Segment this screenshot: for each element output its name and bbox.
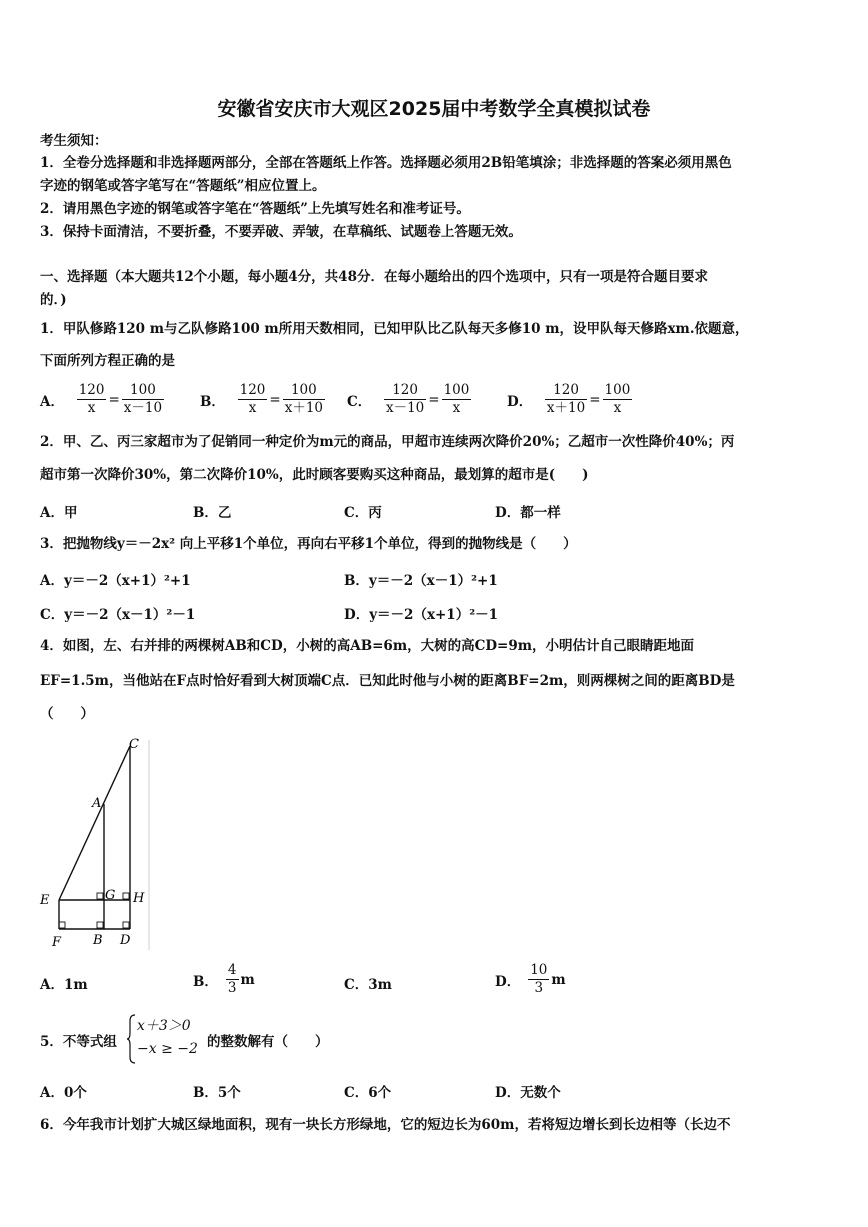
numerator: 120 bbox=[239, 382, 266, 398]
option-label: A． bbox=[40, 393, 64, 410]
right-angle-mark bbox=[97, 922, 103, 928]
denominator: x bbox=[613, 400, 622, 416]
numerator: 100 bbox=[122, 382, 164, 400]
sight-line bbox=[59, 746, 130, 900]
equals-sign: = bbox=[108, 391, 120, 408]
label-e: E bbox=[40, 893, 50, 908]
label-b: B bbox=[93, 933, 103, 948]
denominator: 3 bbox=[534, 980, 544, 996]
q4-trees-figure bbox=[36, 732, 154, 952]
equals-sign: = bbox=[428, 391, 440, 408]
equals-sign: = bbox=[269, 391, 281, 408]
label-a: A bbox=[92, 796, 102, 811]
q4-option-b[interactable] bbox=[193, 962, 255, 997]
inequality-2: −x ≥ −2 bbox=[137, 1041, 198, 1057]
q6-stem: 6．今年我市计划扩大城区绿地面积，现有一块长方形绿地，它的短边长为60m，若将短边增长到长边相等（长边不 bbox=[40, 1117, 731, 1133]
notice-item-3: 3．保持卡面清洁，不要折叠，不要弄破、弄皱，在草稿纸、试题卷上答题无效。 bbox=[40, 224, 522, 240]
notice-item-1: 1．全卷分选择题和非选择题两部分，全部在答题纸上作答。选择题必须用2B铅笔填涂；非选择题的答案必须用黑色 bbox=[40, 155, 732, 171]
fraction bbox=[603, 382, 633, 417]
q2-stem: 2．甲、乙、丙三家超市为了促销同一种定价为m元的商品，甲超市连续两次降价20%；乙超市一次性降价40%；丙 bbox=[40, 434, 735, 450]
numerator: 120 bbox=[545, 382, 587, 400]
denominator: x－10 bbox=[385, 400, 425, 416]
fraction bbox=[283, 382, 325, 417]
denominator: x bbox=[87, 400, 96, 416]
q1-option-d[interactable] bbox=[507, 382, 632, 417]
q1-option-b[interactable] bbox=[200, 382, 325, 417]
label-f: F bbox=[52, 935, 62, 950]
q1-option-c[interactable] bbox=[347, 382, 471, 417]
numerator: 100 bbox=[283, 382, 325, 400]
fraction bbox=[226, 962, 239, 997]
fraction bbox=[122, 382, 164, 417]
exam-title: 安徽省安庆市大观区2025届中考数学全真模拟试卷 bbox=[217, 98, 651, 120]
q3-option-a[interactable]: A．y＝－2（x+1）²+1 bbox=[40, 573, 191, 589]
right-angle-mark bbox=[97, 893, 103, 899]
denominator: x bbox=[452, 400, 461, 416]
q5-option-b[interactable]: B．5个 bbox=[193, 1085, 241, 1101]
numerator: 120 bbox=[78, 382, 105, 398]
q3-option-b[interactable]: B．y＝－2（x－1）²+1 bbox=[344, 573, 498, 589]
q5-stem-suffix: 的整数解有（ ） bbox=[207, 1034, 329, 1050]
numerator: 100 bbox=[604, 382, 631, 398]
fraction bbox=[528, 962, 549, 997]
fraction bbox=[384, 382, 426, 417]
unit: m bbox=[240, 971, 255, 988]
q4-option-a[interactable]: A．1m bbox=[40, 977, 88, 993]
q3-option-d[interactable]: D．y＝－2（x+1）²－1 bbox=[344, 607, 499, 623]
q5-option-c[interactable]: C．6个 bbox=[344, 1085, 392, 1101]
right-angle-mark bbox=[123, 893, 129, 899]
q2-option-c[interactable]: C．丙 bbox=[344, 505, 382, 521]
q1-stem-cont: 下面所列方程正确的是 bbox=[40, 353, 175, 369]
right-angle-mark bbox=[59, 922, 65, 928]
fraction bbox=[77, 382, 107, 417]
denominator: x＋10 bbox=[546, 400, 586, 416]
q4-option-c[interactable]: C．3m bbox=[344, 977, 392, 993]
label-d: D bbox=[120, 933, 131, 948]
denominator: 3 bbox=[227, 980, 237, 996]
q1-option-a[interactable] bbox=[40, 382, 164, 417]
q4-stem-cont-2: （ ） bbox=[40, 706, 94, 722]
option-label: B． bbox=[200, 393, 225, 410]
q2-option-d[interactable]: D．都一样 bbox=[495, 505, 561, 521]
option-label: B． bbox=[193, 973, 218, 990]
q4-stem-cont: EF=1.5m，当他站在F点时恰好看到大树顶端C点．已知此时他与小树的距离BF=2m，则两棵树之间的距离BD是 bbox=[40, 673, 735, 689]
q4-stem: 4．如图，左、右并排的两棵树AB和CD，小树的高AB=6m，大树的高CD=9m，小明估计自己眼睛距地面 bbox=[40, 638, 695, 654]
equals-sign: = bbox=[589, 391, 601, 408]
denominator: x＋10 bbox=[284, 400, 324, 416]
fraction bbox=[545, 382, 587, 417]
inequality-1: x＋3＞0 bbox=[137, 1018, 191, 1034]
option-label: D． bbox=[495, 973, 521, 990]
q4-option-d[interactable] bbox=[495, 962, 566, 997]
q5-stem-prefix: 5．不等式组 bbox=[40, 1034, 117, 1050]
option-label: C． bbox=[347, 393, 372, 410]
q1-stem: 1．甲队修路120 m与乙队修路100 m所用天数相同，已知甲队比乙队每天多修10 m，设甲队每天修路xm.依题意， bbox=[40, 321, 749, 337]
numerator: 120 bbox=[384, 382, 426, 400]
numerator: 10 bbox=[530, 962, 548, 978]
section-heading: 一、选择题（本大题共12个小题，每小题4分，共48分．在每小题给出的四个选项中，只有一项是符合题目要求 bbox=[40, 269, 708, 285]
section-heading-cont: 的．) bbox=[40, 292, 67, 308]
denominator: x bbox=[248, 400, 257, 416]
label-c: C bbox=[129, 737, 139, 752]
notice-item-1-cont: 字迹的钢笔或答字笔写在“答题纸”相应位置上。 bbox=[40, 178, 326, 194]
label-g: G bbox=[105, 888, 116, 903]
q2-option-a[interactable]: A．甲 bbox=[40, 505, 78, 521]
fraction bbox=[442, 382, 472, 417]
q3-stem: 3．把抛物线y＝－2x² 向上平移1个单位，再向右平移1个单位，得到的抛物线是（ ） bbox=[40, 536, 577, 552]
q2-stem-cont: 超市第一次降价30%，第二次降价10%，此时顾客要购买这种商品，最划算的超市是( ) bbox=[40, 467, 589, 483]
numerator: 4 bbox=[227, 962, 237, 978]
q3-option-c[interactable]: C．y＝－2（x－1）²－1 bbox=[40, 607, 196, 623]
left-brace-icon bbox=[127, 1013, 137, 1065]
denominator: x－10 bbox=[123, 400, 163, 416]
fraction bbox=[238, 382, 268, 417]
unit: m bbox=[551, 971, 566, 988]
label-h: H bbox=[133, 891, 145, 906]
right-angle-mark bbox=[123, 922, 129, 928]
notice-item-2: 2．请用黑色字迹的钢笔或答字笔在“答题纸”上先填写姓名和准考证号。 bbox=[40, 201, 470, 217]
numerator: 100 bbox=[443, 382, 470, 398]
q5-option-a[interactable]: A．0个 bbox=[40, 1085, 87, 1101]
notice-heading: 考生须知： bbox=[40, 133, 108, 149]
inequality-system bbox=[127, 1013, 207, 1065]
q2-option-b[interactable]: B．乙 bbox=[193, 505, 232, 521]
q5-option-d[interactable]: D．无数个 bbox=[495, 1085, 561, 1101]
option-label: D． bbox=[507, 393, 533, 410]
